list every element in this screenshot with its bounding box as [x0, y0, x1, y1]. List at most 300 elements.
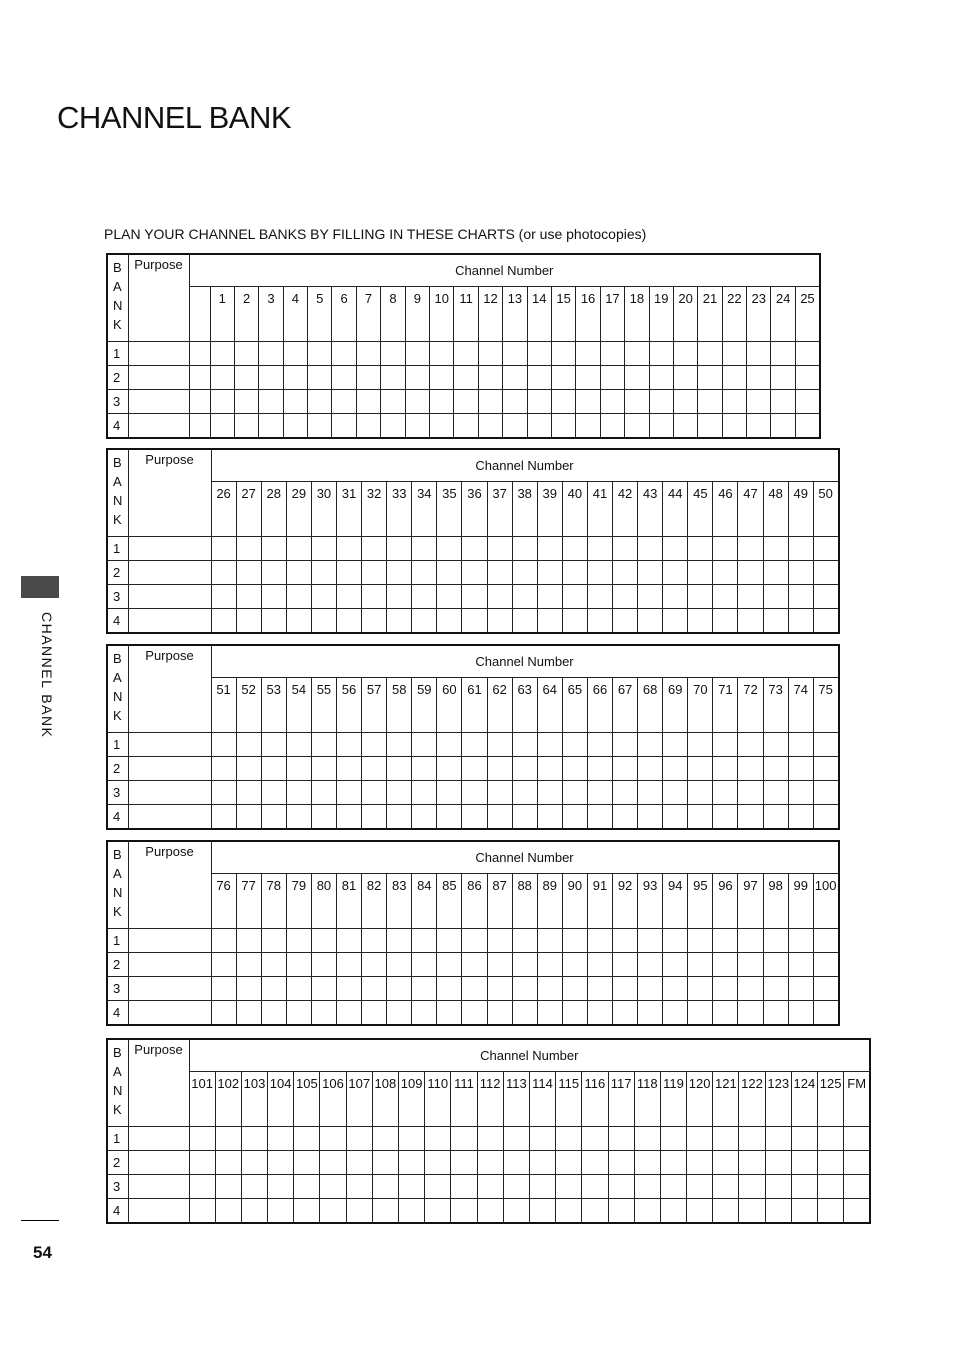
channel-entry-cell[interactable] [688, 733, 713, 757]
channel-entry-cell[interactable] [286, 561, 311, 585]
channel-entry-cell[interactable] [660, 1175, 686, 1199]
channel-entry-cell[interactable] [487, 757, 512, 781]
channel-entry-cell[interactable] [311, 781, 336, 805]
channel-entry-cell[interactable] [283, 390, 307, 414]
channel-entry-cell[interactable] [462, 537, 487, 561]
channel-entry-cell[interactable] [688, 805, 713, 830]
channel-entry-cell[interactable] [844, 1175, 870, 1199]
channel-entry-cell[interactable] [663, 781, 688, 805]
channel-entry-cell[interactable] [600, 366, 624, 390]
channel-entry-cell[interactable] [356, 414, 380, 439]
channel-entry-cell[interactable] [562, 781, 587, 805]
channel-entry-cell[interactable] [332, 414, 356, 439]
channel-entry-cell[interactable] [527, 366, 551, 390]
channel-entry-cell[interactable] [336, 585, 361, 609]
channel-entry-cell[interactable] [356, 366, 380, 390]
channel-entry-cell[interactable] [387, 757, 412, 781]
channel-entry-cell[interactable] [336, 781, 361, 805]
purpose-cell[interactable] [128, 929, 211, 953]
channel-entry-cell[interactable] [529, 1199, 555, 1224]
channel-entry-cell[interactable] [813, 561, 838, 585]
channel-entry-cell[interactable] [587, 977, 612, 1001]
channel-entry-cell[interactable] [638, 585, 663, 609]
channel-entry-cell[interactable] [336, 953, 361, 977]
channel-entry-cell[interactable] [211, 733, 236, 757]
channel-entry-cell[interactable] [763, 561, 788, 585]
channel-entry-cell[interactable] [210, 342, 234, 366]
channel-entry-cell[interactable] [587, 609, 612, 634]
channel-entry-cell[interactable] [372, 1199, 398, 1224]
channel-entry-cell[interactable] [487, 537, 512, 561]
channel-entry-cell[interactable] [587, 805, 612, 830]
channel-entry-cell[interactable] [613, 609, 638, 634]
channel-entry-cell[interactable] [562, 537, 587, 561]
channel-entry-cell[interactable] [286, 953, 311, 977]
channel-entry-cell[interactable] [763, 953, 788, 977]
channel-entry-cell[interactable] [487, 733, 512, 757]
channel-entry-cell[interactable] [487, 929, 512, 953]
channel-entry-cell[interactable] [600, 414, 624, 439]
channel-entry-cell[interactable] [512, 977, 537, 1001]
channel-entry-cell[interactable] [332, 390, 356, 414]
channel-entry-cell[interactable] [562, 929, 587, 953]
channel-entry-cell[interactable] [210, 414, 234, 439]
channel-entry-cell[interactable] [638, 1001, 663, 1026]
channel-entry-cell[interactable] [311, 977, 336, 1001]
channel-entry-cell[interactable] [211, 609, 236, 634]
channel-entry-cell[interactable] [747, 390, 771, 414]
channel-entry-cell[interactable] [412, 733, 437, 757]
channel-entry-cell[interactable] [638, 561, 663, 585]
channel-entry-cell[interactable] [189, 366, 210, 390]
channel-entry-cell[interactable] [663, 929, 688, 953]
channel-entry-cell[interactable] [412, 781, 437, 805]
channel-entry-cell[interactable] [372, 1127, 398, 1151]
channel-entry-cell[interactable] [478, 342, 502, 366]
channel-entry-cell[interactable] [211, 757, 236, 781]
channel-entry-cell[interactable] [687, 1127, 713, 1151]
channel-entry-cell[interactable] [437, 929, 462, 953]
channel-entry-cell[interactable] [234, 366, 258, 390]
channel-entry-cell[interactable] [613, 561, 638, 585]
channel-entry-cell[interactable] [236, 805, 261, 830]
channel-entry-cell[interactable] [562, 1001, 587, 1026]
channel-entry-cell[interactable] [663, 733, 688, 757]
channel-entry-cell[interactable] [688, 609, 713, 634]
channel-entry-cell[interactable] [336, 977, 361, 1001]
channel-entry-cell[interactable] [346, 1127, 372, 1151]
channel-entry-cell[interactable] [660, 1151, 686, 1175]
channel-entry-cell[interactable] [381, 366, 405, 390]
channel-entry-cell[interactable] [613, 805, 638, 830]
channel-entry-cell[interactable] [687, 1199, 713, 1224]
channel-entry-cell[interactable] [332, 366, 356, 390]
channel-entry-cell[interactable] [259, 342, 283, 366]
purpose-cell[interactable] [128, 414, 189, 439]
channel-entry-cell[interactable] [556, 1127, 582, 1151]
channel-entry-cell[interactable] [747, 414, 771, 439]
channel-entry-cell[interactable] [336, 1001, 361, 1026]
channel-entry-cell[interactable] [529, 1175, 555, 1199]
channel-entry-cell[interactable] [211, 977, 236, 1001]
channel-entry-cell[interactable] [487, 561, 512, 585]
channel-entry-cell[interactable] [261, 929, 286, 953]
channel-entry-cell[interactable] [713, 733, 738, 757]
channel-entry-cell[interactable] [818, 1199, 844, 1224]
channel-entry-cell[interactable] [788, 953, 813, 977]
channel-entry-cell[interactable] [430, 414, 454, 439]
channel-entry-cell[interactable] [713, 781, 738, 805]
channel-entry-cell[interactable] [738, 953, 763, 977]
channel-entry-cell[interactable] [791, 1127, 817, 1151]
channel-entry-cell[interactable] [747, 366, 771, 390]
channel-entry-cell[interactable] [608, 1199, 634, 1224]
purpose-cell[interactable] [128, 585, 211, 609]
channel-entry-cell[interactable] [813, 805, 838, 830]
channel-entry-cell[interactable] [673, 366, 697, 390]
channel-entry-cell[interactable] [537, 977, 562, 1001]
channel-entry-cell[interactable] [362, 609, 387, 634]
channel-entry-cell[interactable] [241, 1127, 267, 1151]
channel-entry-cell[interactable] [747, 342, 771, 366]
channel-entry-cell[interactable] [211, 929, 236, 953]
channel-entry-cell[interactable] [430, 366, 454, 390]
channel-entry-cell[interactable] [387, 929, 412, 953]
channel-entry-cell[interactable] [425, 1127, 451, 1151]
channel-entry-cell[interactable] [788, 733, 813, 757]
channel-entry-cell[interactable] [503, 390, 527, 414]
channel-entry-cell[interactable] [283, 414, 307, 439]
channel-entry-cell[interactable] [261, 781, 286, 805]
channel-entry-cell[interactable] [362, 953, 387, 977]
channel-entry-cell[interactable] [613, 1001, 638, 1026]
channel-entry-cell[interactable] [537, 609, 562, 634]
channel-entry-cell[interactable] [795, 342, 820, 366]
channel-entry-cell[interactable] [294, 1127, 320, 1151]
channel-entry-cell[interactable] [286, 733, 311, 757]
channel-entry-cell[interactable] [687, 1175, 713, 1199]
channel-entry-cell[interactable] [788, 537, 813, 561]
channel-entry-cell[interactable] [387, 733, 412, 757]
channel-entry-cell[interactable] [788, 585, 813, 609]
channel-entry-cell[interactable] [587, 537, 612, 561]
purpose-cell[interactable] [128, 366, 189, 390]
channel-entry-cell[interactable] [649, 366, 673, 390]
channel-entry-cell[interactable] [608, 1175, 634, 1199]
channel-entry-cell[interactable] [738, 805, 763, 830]
channel-entry-cell[interactable] [527, 390, 551, 414]
channel-entry-cell[interactable] [412, 1001, 437, 1026]
purpose-cell[interactable] [128, 1151, 189, 1175]
channel-entry-cell[interactable] [713, 953, 738, 977]
channel-entry-cell[interactable] [638, 977, 663, 1001]
channel-entry-cell[interactable] [412, 609, 437, 634]
channel-entry-cell[interactable] [688, 757, 713, 781]
channel-entry-cell[interactable] [738, 609, 763, 634]
channel-entry-cell[interactable] [311, 733, 336, 757]
channel-entry-cell[interactable] [576, 366, 600, 390]
channel-entry-cell[interactable] [405, 366, 429, 390]
channel-entry-cell[interactable] [551, 342, 575, 366]
channel-entry-cell[interactable] [813, 537, 838, 561]
channel-entry-cell[interactable] [556, 1199, 582, 1224]
channel-entry-cell[interactable] [261, 977, 286, 1001]
channel-entry-cell[interactable] [771, 390, 795, 414]
channel-entry-cell[interactable] [454, 342, 478, 366]
channel-entry-cell[interactable] [286, 929, 311, 953]
channel-entry-cell[interactable] [512, 733, 537, 757]
channel-entry-cell[interactable] [688, 585, 713, 609]
channel-entry-cell[interactable] [613, 757, 638, 781]
purpose-cell[interactable] [128, 342, 189, 366]
channel-entry-cell[interactable] [215, 1175, 241, 1199]
channel-entry-cell[interactable] [430, 342, 454, 366]
channel-entry-cell[interactable] [286, 609, 311, 634]
channel-entry-cell[interactable] [437, 561, 462, 585]
channel-entry-cell[interactable] [236, 1001, 261, 1026]
channel-entry-cell[interactable] [487, 805, 512, 830]
channel-entry-cell[interactable] [236, 757, 261, 781]
channel-entry-cell[interactable] [261, 1001, 286, 1026]
channel-entry-cell[interactable] [399, 1175, 425, 1199]
channel-entry-cell[interactable] [818, 1151, 844, 1175]
purpose-cell[interactable] [128, 805, 211, 830]
channel-entry-cell[interactable] [294, 1175, 320, 1199]
channel-entry-cell[interactable] [241, 1199, 267, 1224]
channel-entry-cell[interactable] [381, 414, 405, 439]
channel-entry-cell[interactable] [437, 585, 462, 609]
channel-entry-cell[interactable] [362, 781, 387, 805]
channel-entry-cell[interactable] [503, 1127, 529, 1151]
channel-entry-cell[interactable] [437, 609, 462, 634]
channel-entry-cell[interactable] [512, 805, 537, 830]
channel-entry-cell[interactable] [412, 757, 437, 781]
channel-entry-cell[interactable] [813, 733, 838, 757]
channel-entry-cell[interactable] [791, 1151, 817, 1175]
channel-entry-cell[interactable] [788, 781, 813, 805]
channel-entry-cell[interactable] [320, 1175, 346, 1199]
channel-entry-cell[interactable] [503, 1151, 529, 1175]
channel-entry-cell[interactable] [795, 414, 820, 439]
channel-entry-cell[interactable] [791, 1175, 817, 1199]
channel-entry-cell[interactable] [189, 1127, 215, 1151]
channel-entry-cell[interactable] [625, 342, 649, 366]
channel-entry-cell[interactable] [503, 414, 527, 439]
channel-entry-cell[interactable] [649, 414, 673, 439]
channel-entry-cell[interactable] [673, 390, 697, 414]
channel-entry-cell[interactable] [813, 781, 838, 805]
channel-entry-cell[interactable] [763, 781, 788, 805]
channel-entry-cell[interactable] [356, 390, 380, 414]
channel-entry-cell[interactable] [211, 805, 236, 830]
channel-entry-cell[interactable] [462, 609, 487, 634]
channel-entry-cell[interactable] [698, 414, 722, 439]
channel-entry-cell[interactable] [713, 805, 738, 830]
channel-entry-cell[interactable] [259, 414, 283, 439]
channel-entry-cell[interactable] [562, 757, 587, 781]
channel-entry-cell[interactable] [722, 390, 746, 414]
channel-entry-cell[interactable] [477, 1175, 503, 1199]
channel-entry-cell[interactable] [308, 342, 332, 366]
channel-entry-cell[interactable] [713, 757, 738, 781]
channel-entry-cell[interactable] [813, 953, 838, 977]
channel-entry-cell[interactable] [437, 733, 462, 757]
channel-entry-cell[interactable] [739, 1127, 765, 1151]
channel-entry-cell[interactable] [663, 953, 688, 977]
channel-entry-cell[interactable] [713, 585, 738, 609]
channel-entry-cell[interactable] [537, 805, 562, 830]
channel-entry-cell[interactable] [437, 805, 462, 830]
channel-entry-cell[interactable] [215, 1127, 241, 1151]
channel-entry-cell[interactable] [503, 366, 527, 390]
channel-entry-cell[interactable] [405, 342, 429, 366]
channel-entry-cell[interactable] [189, 1199, 215, 1224]
channel-entry-cell[interactable] [478, 414, 502, 439]
channel-entry-cell[interactable] [713, 609, 738, 634]
channel-entry-cell[interactable] [660, 1199, 686, 1224]
channel-entry-cell[interactable] [813, 609, 838, 634]
channel-entry-cell[interactable] [713, 1175, 739, 1199]
channel-entry-cell[interactable] [582, 1127, 608, 1151]
channel-entry-cell[interactable] [412, 537, 437, 561]
channel-entry-cell[interactable] [412, 585, 437, 609]
channel-entry-cell[interactable] [215, 1199, 241, 1224]
channel-entry-cell[interactable] [844, 1151, 870, 1175]
channel-entry-cell[interactable] [638, 805, 663, 830]
purpose-cell[interactable] [128, 609, 211, 634]
channel-entry-cell[interactable] [336, 929, 361, 953]
channel-entry-cell[interactable] [713, 977, 738, 1001]
channel-entry-cell[interactable] [503, 1175, 529, 1199]
channel-entry-cell[interactable] [234, 414, 258, 439]
channel-entry-cell[interactable] [430, 390, 454, 414]
purpose-cell[interactable] [128, 953, 211, 977]
channel-entry-cell[interactable] [387, 609, 412, 634]
channel-entry-cell[interactable] [412, 561, 437, 585]
channel-entry-cell[interactable] [234, 390, 258, 414]
channel-entry-cell[interactable] [698, 342, 722, 366]
channel-entry-cell[interactable] [189, 414, 210, 439]
channel-entry-cell[interactable] [189, 1175, 215, 1199]
channel-entry-cell[interactable] [308, 390, 332, 414]
channel-entry-cell[interactable] [738, 757, 763, 781]
channel-entry-cell[interactable] [512, 585, 537, 609]
channel-entry-cell[interactable] [562, 609, 587, 634]
channel-entry-cell[interactable] [478, 366, 502, 390]
channel-entry-cell[interactable] [399, 1151, 425, 1175]
channel-entry-cell[interactable] [210, 366, 234, 390]
channel-entry-cell[interactable] [763, 1001, 788, 1026]
channel-entry-cell[interactable] [311, 953, 336, 977]
channel-entry-cell[interactable] [613, 733, 638, 757]
channel-entry-cell[interactable] [412, 977, 437, 1001]
channel-entry-cell[interactable] [634, 1175, 660, 1199]
channel-entry-cell[interactable] [387, 585, 412, 609]
channel-entry-cell[interactable] [587, 733, 612, 757]
channel-entry-cell[interactable] [634, 1127, 660, 1151]
channel-entry-cell[interactable] [562, 585, 587, 609]
channel-entry-cell[interactable] [738, 1001, 763, 1026]
channel-entry-cell[interactable] [660, 1127, 686, 1151]
channel-entry-cell[interactable] [189, 1151, 215, 1175]
channel-entry-cell[interactable] [649, 390, 673, 414]
channel-entry-cell[interactable] [346, 1151, 372, 1175]
channel-entry-cell[interactable] [663, 805, 688, 830]
channel-entry-cell[interactable] [362, 805, 387, 830]
channel-entry-cell[interactable] [362, 929, 387, 953]
channel-entry-cell[interactable] [437, 757, 462, 781]
channel-entry-cell[interactable] [638, 733, 663, 757]
channel-entry-cell[interactable] [286, 977, 311, 1001]
channel-entry-cell[interactable] [738, 537, 763, 561]
channel-entry-cell[interactable] [211, 781, 236, 805]
channel-entry-cell[interactable] [261, 805, 286, 830]
channel-entry-cell[interactable] [722, 342, 746, 366]
channel-entry-cell[interactable] [236, 953, 261, 977]
channel-entry-cell[interactable] [387, 537, 412, 561]
channel-entry-cell[interactable] [268, 1151, 294, 1175]
channel-entry-cell[interactable] [425, 1151, 451, 1175]
channel-entry-cell[interactable] [362, 585, 387, 609]
purpose-cell[interactable] [128, 1127, 189, 1151]
purpose-cell[interactable] [128, 733, 211, 757]
channel-entry-cell[interactable] [813, 585, 838, 609]
channel-entry-cell[interactable] [608, 1127, 634, 1151]
channel-entry-cell[interactable] [454, 414, 478, 439]
channel-entry-cell[interactable] [236, 781, 261, 805]
channel-entry-cell[interactable] [261, 561, 286, 585]
channel-entry-cell[interactable] [738, 733, 763, 757]
channel-entry-cell[interactable] [241, 1175, 267, 1199]
channel-entry-cell[interactable] [763, 977, 788, 1001]
channel-entry-cell[interactable] [587, 1001, 612, 1026]
channel-entry-cell[interactable] [387, 1001, 412, 1026]
channel-entry-cell[interactable] [311, 585, 336, 609]
channel-entry-cell[interactable] [462, 929, 487, 953]
channel-entry-cell[interactable] [286, 781, 311, 805]
channel-entry-cell[interactable] [189, 342, 210, 366]
channel-entry-cell[interactable] [818, 1175, 844, 1199]
channel-entry-cell[interactable] [283, 342, 307, 366]
channel-entry-cell[interactable] [763, 537, 788, 561]
channel-entry-cell[interactable] [663, 609, 688, 634]
channel-entry-cell[interactable] [587, 781, 612, 805]
channel-entry-cell[interactable] [788, 977, 813, 1001]
channel-entry-cell[interactable] [405, 390, 429, 414]
channel-entry-cell[interactable] [587, 929, 612, 953]
channel-entry-cell[interactable] [261, 953, 286, 977]
purpose-cell[interactable] [128, 757, 211, 781]
channel-entry-cell[interactable] [587, 585, 612, 609]
channel-entry-cell[interactable] [261, 585, 286, 609]
channel-entry-cell[interactable] [294, 1151, 320, 1175]
channel-entry-cell[interactable] [462, 561, 487, 585]
channel-entry-cell[interactable] [437, 953, 462, 977]
channel-entry-cell[interactable] [576, 342, 600, 366]
channel-entry-cell[interactable] [210, 390, 234, 414]
channel-entry-cell[interactable] [763, 609, 788, 634]
channel-entry-cell[interactable] [813, 929, 838, 953]
channel-entry-cell[interactable] [512, 757, 537, 781]
channel-entry-cell[interactable] [336, 805, 361, 830]
channel-entry-cell[interactable] [189, 390, 210, 414]
channel-entry-cell[interactable] [387, 977, 412, 1001]
channel-entry-cell[interactable] [215, 1151, 241, 1175]
channel-entry-cell[interactable] [600, 342, 624, 366]
channel-entry-cell[interactable] [663, 585, 688, 609]
channel-entry-cell[interactable] [634, 1199, 660, 1224]
channel-entry-cell[interactable] [311, 929, 336, 953]
